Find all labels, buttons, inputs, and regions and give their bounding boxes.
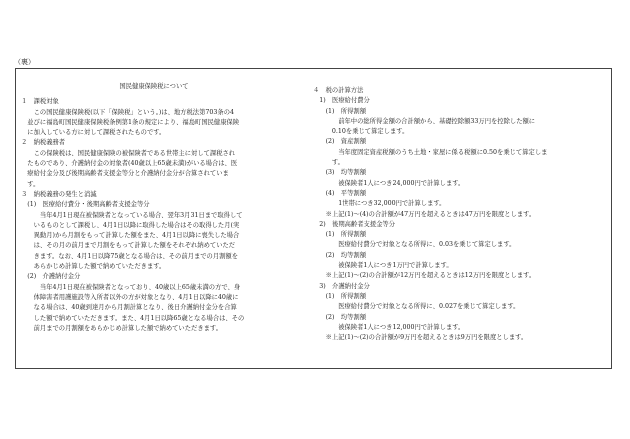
text-line: この国民健康保険税(以下「保険税」という。)は、地方税法第703条の4	[21, 108, 234, 116]
right-column	[313, 86, 609, 343]
text-line: した額で納めていただきます。また、4月1日以降65歳となる場合は、その	[21, 314, 245, 322]
text-line: 当年4月1日現在被保険者となっており、40歳以上65歳未満の方で、身	[21, 283, 241, 291]
text-line: 前月までの月割額をあらかじめ計算した額で納めていただきます。	[21, 324, 222, 332]
text-line: す。	[313, 159, 344, 167]
text-line: 2) 後期高齢者支援金等分	[313, 220, 396, 228]
text-line: (1) 所得割額	[313, 107, 366, 115]
text-line: (1) 所得割額	[313, 292, 366, 300]
text-line: きます。なお、4月1日以降75歳となる場合は、その前月までの月割額を	[21, 252, 239, 260]
text-line: ３ 納税義務の発生と消滅	[21, 190, 97, 198]
text-line: 被保険者1人につき12,000円で計算します。	[313, 323, 465, 331]
text-line: 並びに福島町国民健康保険税条例第1条の規定により、福島町国民健康保険	[21, 118, 240, 126]
text-line: 前年中の総所得金額の合計額から、基礎控除額33万円を控除した額に	[313, 117, 536, 125]
text-line: 3) 介護納付金分	[313, 282, 370, 290]
text-line: 1) 医療給付費分	[313, 97, 370, 105]
text-line: あらかじめ計算した額で納めていただきます。	[21, 263, 166, 271]
text-line: (2) 均等割額	[313, 313, 366, 321]
right-text-block	[313, 86, 609, 343]
text-line: たものであり、介護納付金の対象者(40歳以上65歳未満)がいる場合は、医	[21, 160, 238, 168]
text-line: (2) 均等割額	[313, 251, 366, 259]
left-column	[21, 82, 301, 334]
text-line: 医療給付費分で対象となる所得に、0.03を乗じて算定します。	[313, 241, 516, 249]
page-side-label: （裏）	[14, 58, 35, 66]
text-line: (1) 所得割額	[313, 231, 366, 239]
text-line: 1世帯につき32,000円で計算します。	[313, 200, 446, 208]
text-line: ２ 納税義務者	[21, 139, 66, 147]
text-line: す。	[21, 180, 40, 188]
left-text-block	[21, 97, 301, 334]
text-line: (2) 資産割額	[313, 138, 366, 146]
text-line: に加入している方に対して課税されたものです。	[21, 129, 166, 137]
text-line: なる場合は、40歳到達月から月割計算となり、後日介護納付金分を合算	[21, 304, 237, 312]
text-line: 0.10を乗じて算定します。	[313, 128, 409, 136]
text-line: この保険税は、国民健康保険の被保険者である世帯主に対して課税され	[21, 149, 236, 157]
text-line: ４ 税の計算方法	[313, 87, 364, 94]
text-line: 体障害者用護施設等入所者以外の方が対象となり、4月1日以降に40歳に	[21, 293, 239, 301]
text-line: (2) 介護納付金分	[21, 273, 81, 281]
text-line: １ 課税対象	[21, 98, 59, 106]
text-line: (3) 均等割額	[313, 169, 366, 177]
text-line: ※上記(1)～(4)の合計額が47万円を超えるときは47万円を限度とします。	[313, 210, 536, 218]
text-line: (1) 医療給付費分・後期高齢者支援金等分	[21, 201, 150, 209]
text-line: 当年度固定資産税額のうち土地・家屋に係る税額に0.50を乗じて算定しま	[313, 148, 548, 156]
text-line: ※上記(1)～(2)の合計額が9万円を超えるときは9万円を限度とします。	[313, 334, 528, 342]
text-line: いるものとして課税し、4月1日以降に取得した場合はその取得した月(実	[21, 221, 240, 229]
text-line: 療給付金分及び後期高齢者支援金等分と介護納付金分が合算されていま	[21, 170, 229, 178]
text-line: 被保険者1人につき24,000円で計算します。	[313, 179, 465, 187]
text-line: 医療給付費分で対象となる所得に、0.027を乗じて算定します。	[313, 303, 520, 311]
text-line: ※上記(1)～(2)の合計額が12万円を超えるときは12万円を限度とします。	[313, 272, 536, 280]
document-title: 国民健康保険税について	[119, 83, 189, 90]
text-line: は、その月の前月まで月割をもって計算した額をそれぞれ納めていただ	[21, 242, 236, 250]
text-line: 被保険者1人につき1万円で計算します。	[313, 262, 453, 270]
text-line: 当年4月1日現在被保険者となっている場合、翌年3月31日まで取得して	[21, 211, 243, 219]
text-line: (4) 平等割額	[313, 189, 366, 197]
text-line: 異動月)から月割をもって計算した額をまた、4月1日以降に喪失した場合	[21, 232, 240, 240]
